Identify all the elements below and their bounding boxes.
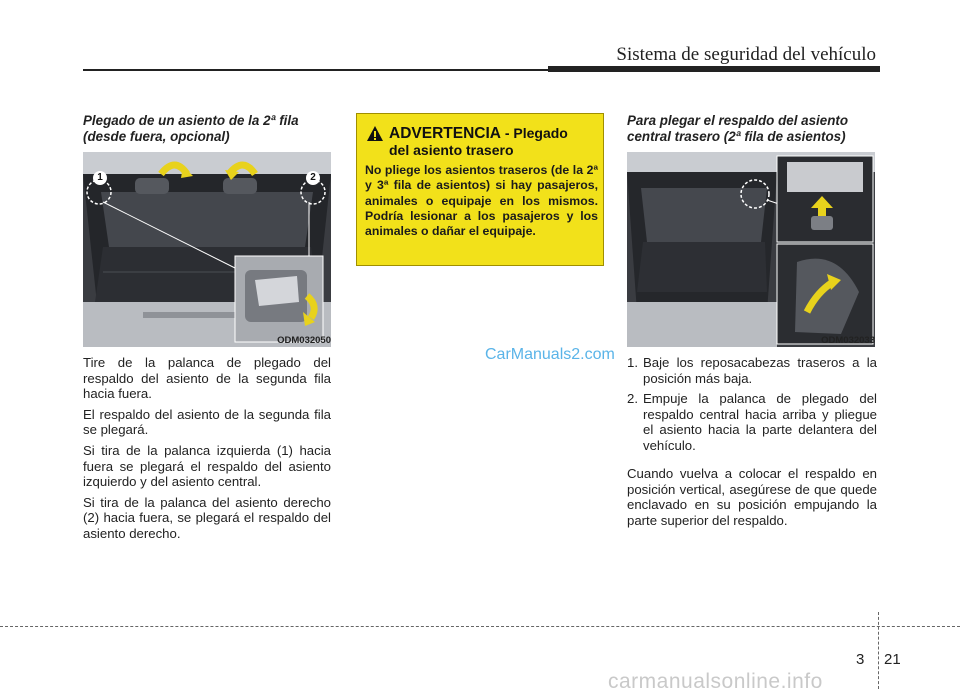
right-steps-list (627, 355, 877, 459)
footer-divider (878, 612, 879, 689)
center-seat-fold-photo (627, 152, 875, 347)
warning-title-main: ADVERTENCIA (389, 125, 501, 142)
right-heading-line2: central trasero (2ª fila de asientos) (627, 129, 846, 144)
step-text: Empuje la palanca de plegado del respaldo central hacia arriba y pliegue el asiento hacia la parte delantera del vehículo. (643, 391, 877, 453)
left-photo-code: ODM032050 (277, 335, 331, 346)
list-item (627, 355, 877, 386)
warning-box (356, 113, 604, 266)
page-number: 21 (884, 651, 901, 668)
warning-triangle-icon (366, 125, 384, 142)
page-section-number: 3 (856, 651, 865, 668)
warning-body: No pliege los asientos traseros (de la 2ª y 3ª fila de asientos) si hay pasajeros, animales o equipaje en los mismos. Podría lesionar a los pasajeros y los animales o dañar el equipaje. (365, 163, 598, 239)
warning-title-sub1: Plegado (513, 125, 568, 141)
warning-title-separator: - (500, 125, 514, 141)
callout-2-label: 2 (310, 172, 316, 183)
list-item (627, 391, 877, 453)
left-body-text (83, 355, 331, 547)
left-paragraph: Tire de la palanca de plegado del respaldo del asiento de la segunda fila hacia fuera. (83, 355, 331, 402)
left-paragraph: Si tira de la palanca del asiento derecho (2) hacia fuera, se plegará el respaldo del asiento derecho. (83, 494, 331, 541)
callout-1-label: 1 (97, 172, 103, 183)
footer-watermark-link[interactable]: carmanualsonline.info (608, 670, 823, 693)
step-text: Baje los reposacabezas traseros a la posición más baja. (643, 355, 877, 386)
right-section-heading (627, 113, 887, 145)
left-heading-line1: Plegado de un asiento de la 2ª fila (83, 113, 299, 128)
left-section-heading (83, 113, 343, 145)
step-number: 1. (627, 355, 638, 370)
left-heading-line2: (desde fuera, opcional) (83, 129, 230, 144)
warning-title (389, 125, 599, 158)
header-rule-accent (548, 66, 880, 72)
step-number: 2. (627, 391, 638, 407)
right-paragraph: Cuando vuelva a colocar el respaldo en posición vertical, asegúrese de que quede enclavado en su posición empujando la parte superior del respaldo. (627, 466, 877, 528)
watermark-link[interactable]: CarManuals2.com (485, 346, 615, 363)
warning-title-sub2: del asiento trasero (389, 142, 514, 158)
right-body-text (627, 466, 877, 533)
center-seat-illustration (627, 152, 875, 347)
right-photo-code: ODM032033 (821, 335, 875, 346)
right-heading-line1: Para plegar el respaldo del asiento (627, 113, 849, 128)
page-header-title: Sistema de seguridad del vehículo (616, 44, 876, 65)
cargo-area-illustration (83, 152, 331, 347)
footer-rule (0, 626, 960, 627)
left-paragraph: Si tira de la palanca izquierda (1) hacia fuera se plegará el respaldo del asiento izquierdo y del asiento central. (83, 442, 331, 490)
left-paragraph: El respaldo del asiento de la segunda fila se plegará. (83, 406, 331, 438)
cargo-seat-fold-photo (83, 152, 331, 347)
